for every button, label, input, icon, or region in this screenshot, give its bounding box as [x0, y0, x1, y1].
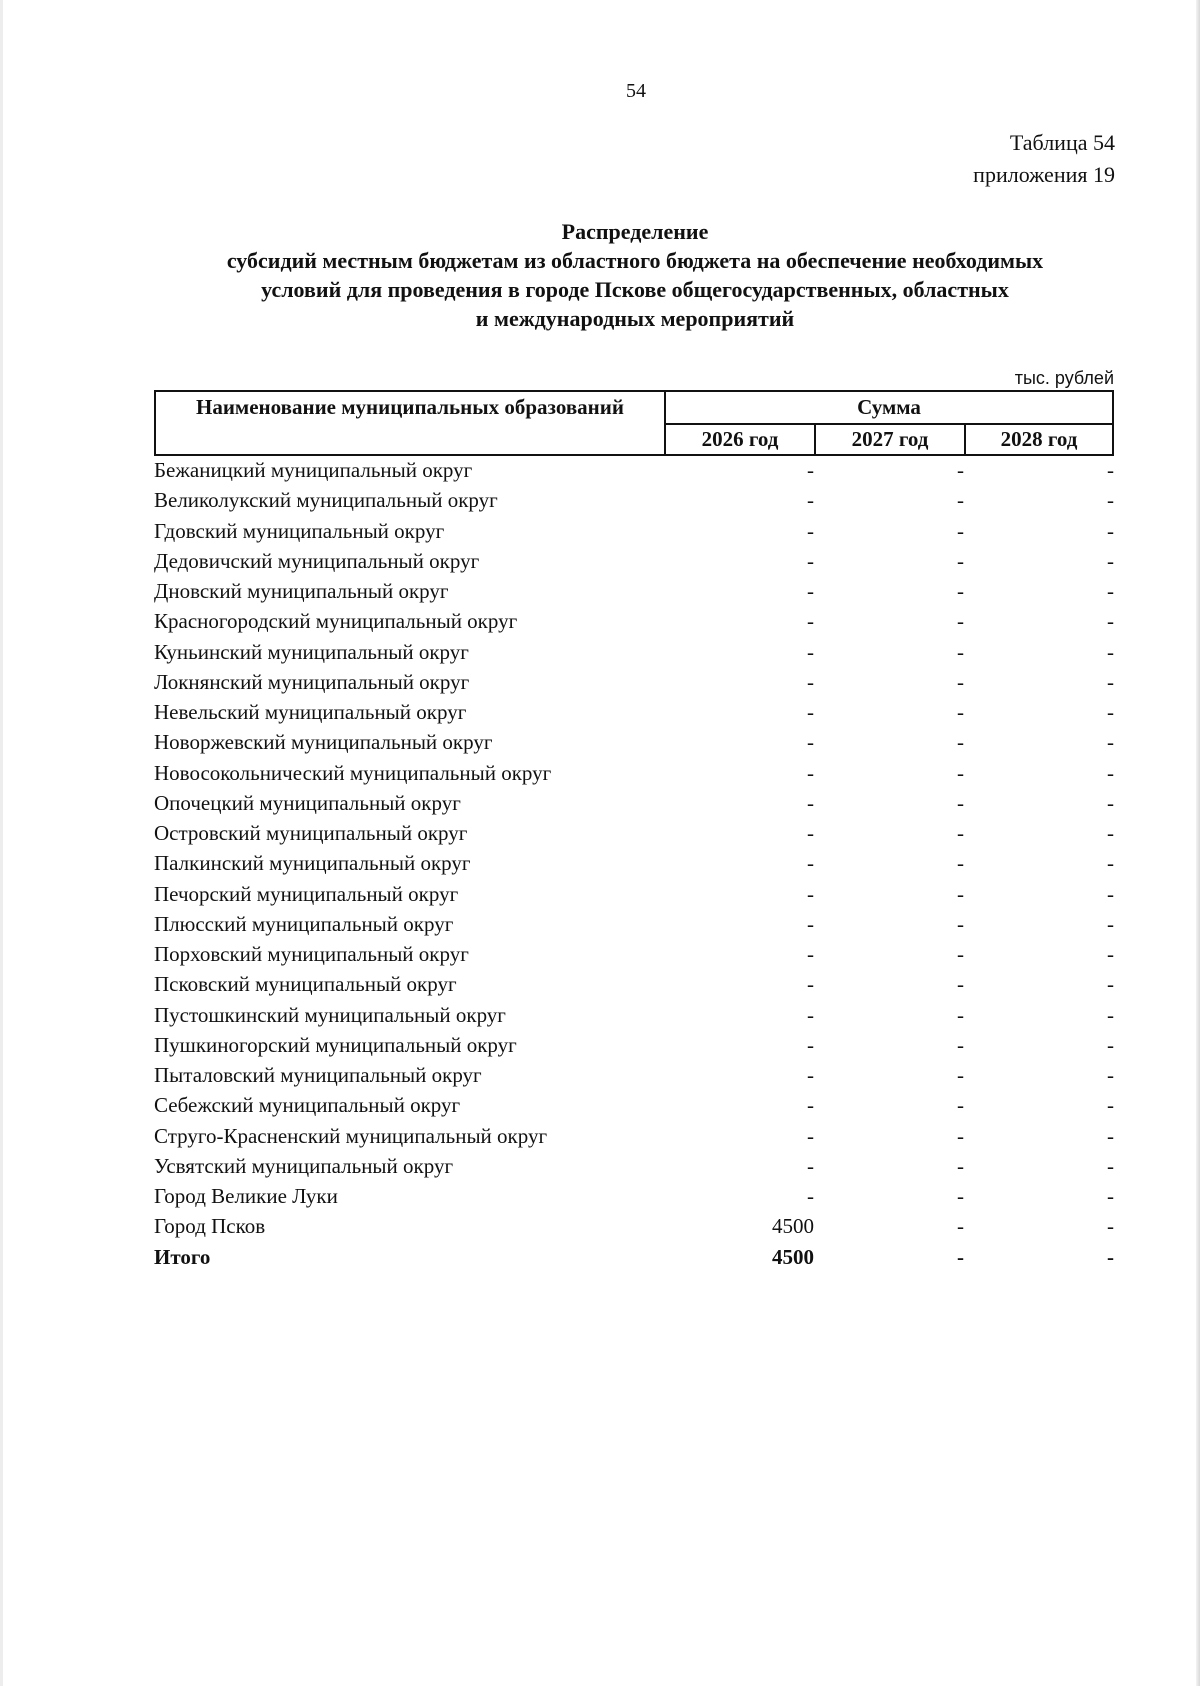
row-name: Дновский муниципальный округ — [154, 579, 449, 603]
value-2026: - — [807, 911, 814, 936]
value-2027: - — [957, 881, 964, 906]
row-name: Псковский муниципальный округ — [154, 972, 457, 997]
value-2028: - — [1107, 518, 1114, 543]
row-name: Локнянский муниципальный округ — [154, 669, 470, 694]
table-row — [154, 727, 1114, 757]
value-2027: - — [957, 639, 964, 664]
table-row — [154, 637, 1114, 667]
value-2026: - — [807, 790, 814, 815]
value-2027: - — [957, 458, 964, 482]
value-2026: - — [807, 700, 814, 724]
value-2028: - — [1107, 1123, 1114, 1148]
value-2027: - — [957, 851, 964, 876]
value-2026: - — [807, 548, 814, 573]
value-2026: - — [807, 851, 814, 876]
row-name: Гдовский муниципальный округ — [154, 518, 445, 543]
value-2026: - — [807, 942, 814, 966]
table-row — [154, 546, 1114, 576]
row-name: Пустошкинский муниципальный округ — [154, 1002, 506, 1027]
value-2027: - — [957, 518, 964, 543]
row-name: Красногородский муниципальный округ — [154, 609, 518, 634]
value-2026: - — [807, 760, 814, 785]
value-2028: - — [1107, 881, 1114, 906]
table-row — [154, 909, 1114, 939]
value-2026: - — [807, 518, 814, 543]
value-2028: - — [1107, 760, 1114, 785]
table-row — [154, 1121, 1114, 1151]
value-2026: 4500 — [772, 1244, 814, 1269]
row-name: Струго-Красненский муниципальный округ — [154, 1123, 548, 1148]
page-number: 54 — [626, 80, 646, 102]
value-2028: - — [1107, 639, 1114, 664]
value-2028: - — [1107, 1032, 1114, 1057]
table-reference — [973, 127, 1115, 191]
value-2028: - — [1107, 1093, 1114, 1118]
value-2026: - — [807, 579, 814, 603]
value-2028: - — [1107, 1184, 1114, 1208]
value-2028: - — [1107, 730, 1114, 755]
value-2027: - — [957, 1002, 964, 1027]
table-row — [154, 1060, 1114, 1090]
table-row — [154, 1030, 1114, 1060]
row-name: Себежский муниципальный округ — [154, 1093, 461, 1118]
value-2027: - — [957, 1032, 964, 1057]
title-line: субсидий местным бюджетам из областного бюджета на обеспечение необходимых — [226, 248, 1044, 273]
table-row — [154, 758, 1114, 788]
row-name: Пыталовский муниципальный округ — [154, 1063, 482, 1087]
table-row — [154, 576, 1114, 606]
value-2027: - — [957, 1093, 964, 1118]
value-2026: 4500 — [772, 1214, 814, 1239]
table-row — [154, 939, 1114, 969]
value-2027: - — [957, 1123, 964, 1148]
value-2026: - — [807, 1123, 814, 1148]
value-2027: - — [957, 790, 964, 815]
scan-edge-right — [1196, 0, 1200, 1686]
table-row — [154, 1151, 1114, 1181]
value-2026: - — [807, 881, 814, 906]
value-2026: - — [807, 1002, 814, 1027]
value-2027: - — [957, 760, 964, 785]
value-2027: - — [957, 1214, 964, 1239]
value-2028: - — [1107, 548, 1114, 573]
row-name: Бежаницкий муниципальный округ — [154, 458, 473, 482]
row-name: Великолукский муниципальный округ — [154, 488, 498, 513]
value-2027: - — [957, 579, 964, 603]
table-row — [154, 667, 1114, 697]
value-2028: - — [1107, 669, 1114, 694]
header-year-2027: 2027 год — [816, 425, 966, 454]
value-2026: - — [807, 458, 814, 482]
value-2027: - — [957, 1153, 964, 1178]
scan-edge-left — [0, 0, 3, 1686]
value-2026: - — [807, 669, 814, 694]
value-2028: - — [1107, 790, 1114, 815]
value-2027: - — [957, 488, 964, 513]
title-line: и международных мероприятий — [475, 306, 795, 331]
value-2027: - — [957, 730, 964, 755]
table-row — [154, 606, 1114, 636]
table-row — [154, 485, 1114, 515]
value-2026: - — [807, 488, 814, 513]
table-row — [154, 788, 1114, 818]
value-2026: - — [807, 972, 814, 997]
value-2027: - — [957, 1244, 964, 1269]
table-row — [154, 848, 1114, 878]
header-name-cell: Наименование муниципальных образований — [156, 392, 666, 454]
row-name: Пушкиногорский муниципальный округ — [154, 1032, 517, 1057]
value-2028: - — [1107, 851, 1114, 876]
row-name: Итого — [154, 1244, 211, 1269]
row-name: Усвятский муниципальный округ — [154, 1153, 454, 1178]
table-row — [154, 969, 1114, 999]
value-2028: - — [1107, 1244, 1114, 1269]
value-2027: - — [957, 972, 964, 997]
row-name: Опочецкий муниципальный округ — [154, 790, 461, 815]
row-name: Город Псков — [154, 1214, 266, 1239]
table-row — [154, 516, 1114, 546]
table-row — [154, 879, 1114, 909]
value-2026: - — [807, 639, 814, 664]
table-total-row — [154, 1242, 1114, 1272]
title-line: Распределение — [561, 219, 709, 244]
row-name: Дедовичский муниципальный округ — [154, 548, 480, 573]
table-number: Таблица 54 — [1009, 130, 1115, 155]
value-2026: - — [807, 1153, 814, 1178]
value-2026: - — [807, 730, 814, 755]
value-2027: - — [957, 1184, 964, 1208]
table-row — [154, 818, 1114, 848]
value-2028: - — [1107, 579, 1114, 603]
header-year-2028: 2028 год — [1000, 427, 1078, 451]
value-2026: - — [807, 821, 814, 845]
value-2027: - — [957, 911, 964, 936]
value-2028: - — [1107, 1002, 1114, 1027]
value-2026: - — [807, 609, 814, 634]
value-2027: - — [957, 942, 964, 966]
value-2028: - — [1107, 1153, 1114, 1178]
row-name: Палкинский муниципальный округ — [154, 851, 471, 876]
table-row — [154, 455, 1114, 485]
table-header — [154, 390, 1114, 456]
table-row — [154, 1181, 1114, 1211]
value-2028: - — [1107, 942, 1114, 966]
title-line: условий для проведения в городе Пскове общегосударственных, областных — [261, 277, 1009, 302]
value-2026: - — [807, 1184, 814, 1208]
appendix-number: приложения 19 — [973, 162, 1115, 187]
row-name: Островский муниципальный округ — [154, 821, 468, 845]
value-2028: - — [1107, 488, 1114, 513]
value-2026: - — [807, 1093, 814, 1118]
value-2027: - — [957, 609, 964, 634]
table-row — [154, 1090, 1114, 1120]
value-2026: - — [807, 1063, 814, 1087]
table-row — [154, 1211, 1114, 1241]
header-year-2026: 2026 год — [666, 425, 816, 454]
table-row — [154, 1000, 1114, 1030]
value-2026: - — [807, 1032, 814, 1057]
row-name: Плюсский муниципальный округ — [154, 911, 454, 936]
value-2028: - — [1107, 821, 1114, 845]
row-name: Невельский муниципальный округ — [154, 700, 467, 724]
value-2027: - — [957, 1063, 964, 1087]
row-name: Новоржевский муниципальный округ — [154, 730, 493, 755]
table-body — [154, 455, 1114, 1272]
value-2028: - — [1107, 911, 1114, 936]
value-2027: - — [957, 821, 964, 845]
value-2028: - — [1107, 700, 1114, 724]
value-2028: - — [1107, 458, 1114, 482]
value-2028: - — [1107, 1214, 1114, 1239]
value-2027: - — [957, 700, 964, 724]
row-name: Порховский муниципальный округ — [154, 942, 469, 966]
value-2028: - — [1107, 609, 1114, 634]
row-name: Куньинский муниципальный округ — [154, 639, 469, 664]
row-name: Город Великие Луки — [154, 1184, 338, 1208]
table-row — [154, 697, 1114, 727]
value-2027: - — [957, 669, 964, 694]
header-sum-cell: Сумма — [666, 392, 1112, 425]
value-2028: - — [1107, 972, 1114, 997]
units-label: тыс. рублей — [1014, 368, 1114, 388]
document-title — [150, 217, 1120, 333]
row-name: Новосокольнический муниципальный округ — [154, 760, 552, 785]
row-name: Печорский муниципальный округ — [154, 881, 459, 906]
value-2028: - — [1107, 1063, 1114, 1087]
value-2027: - — [957, 548, 964, 573]
